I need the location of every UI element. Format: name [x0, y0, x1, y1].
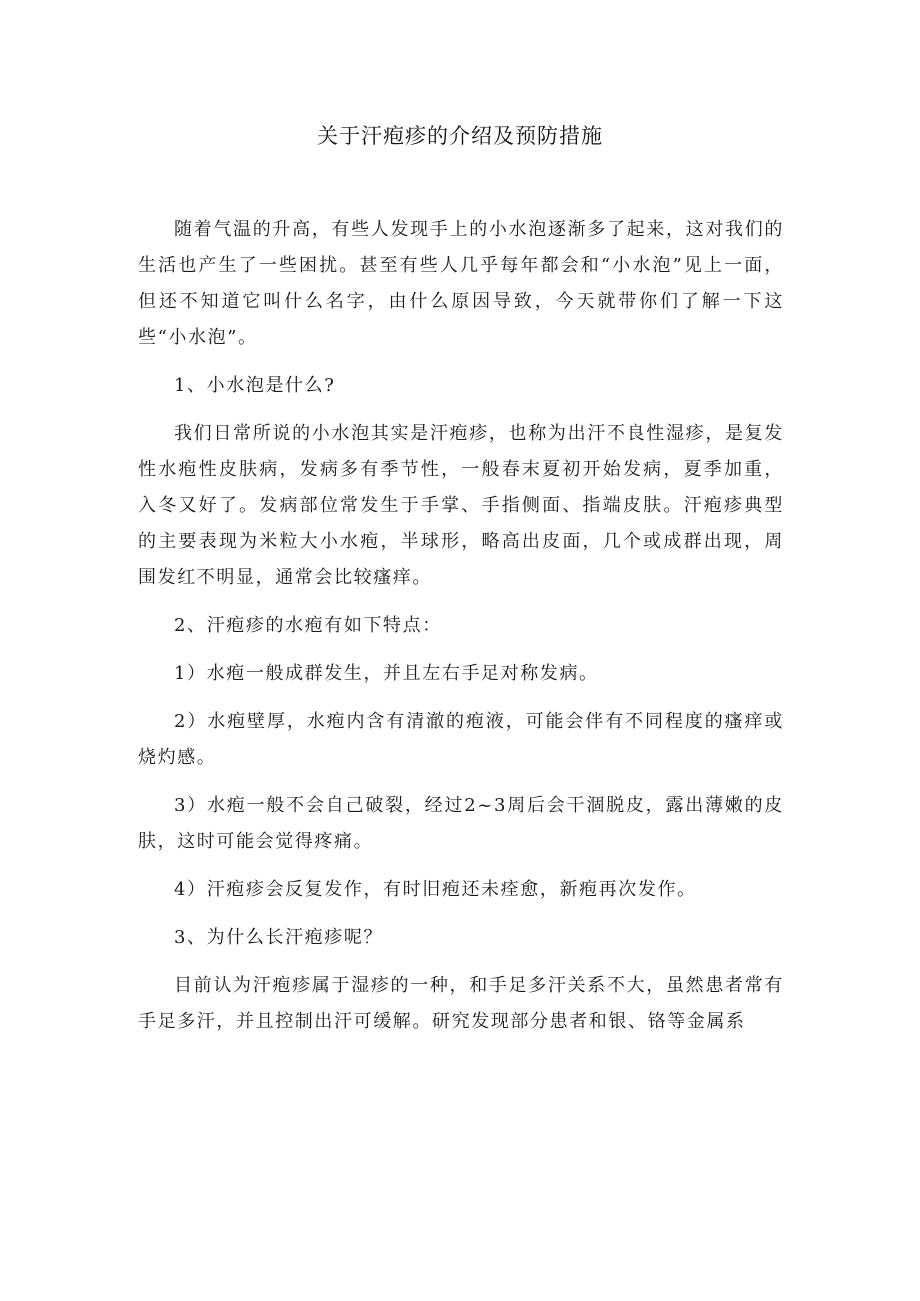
heading-section-3: 3、为什么长汗疱疹呢？	[174, 927, 384, 948]
list-item-2: 2）水疱壁厚，水疱内含有清澈的疱液，可能会伴有不同程度的瘙痒或烧灼感。	[138, 711, 784, 768]
paragraph-intro: 随着气温的升高，有些人发现手上的小水泡逐渐多了起来，这对我们的生活也产生了一些困扰。甚至有些人几乎每年都会和“小水泡”见上一面，但还不知道它叫什么名字，由什么原因导致，今天就带你们了解一下这些“小水泡”。	[138, 219, 784, 348]
list-item-3: 3）水疱一般不会自己破裂，经过2~3周后会干涸脱皮，露出薄嫩的皮肤，这时可能会觉得疼痛。	[138, 795, 784, 852]
document-body	[138, 212, 784, 1052]
paragraph-section-1: 我们日常所说的小水泡其实是汗疱疹，也称为出汗不良性湿疹，是复发性水疱性皮肤病，发病多有季节性，一般春末夏初开始发病，夏季加重，入冬又好了。发病部位常发生于手掌、手指侧面、指端皮肤。汗疱疹典型的主要表现为米粒大小水疱，半球形，略高出皮面，几个或成群出现，周围发红不明显，通常会比较瘙痒。	[138, 423, 784, 588]
document-title: 关于汗疱疹的介绍及预防措施	[317, 124, 603, 148]
list-item-4: 4）汗疱疹会反复发作，有时旧疱还未痊愈，新疱再次发作。	[174, 879, 697, 900]
heading-section-2: 2、汗疱疹的水疱有如下特点：	[174, 615, 442, 636]
list-item-1: 1）水疱一般成群发生，并且左右手足对称发病。	[174, 663, 599, 684]
paragraph-section-3: 目前认为汗疱疹属于湿疹的一种，和手足多汗关系不大，虽然患者常有手足多汗，并且控制出汗可缓解。研究发现部分患者和银、铬等金属系	[138, 975, 784, 1032]
heading-section-1: 1、小水泡是什么?	[174, 375, 336, 396]
